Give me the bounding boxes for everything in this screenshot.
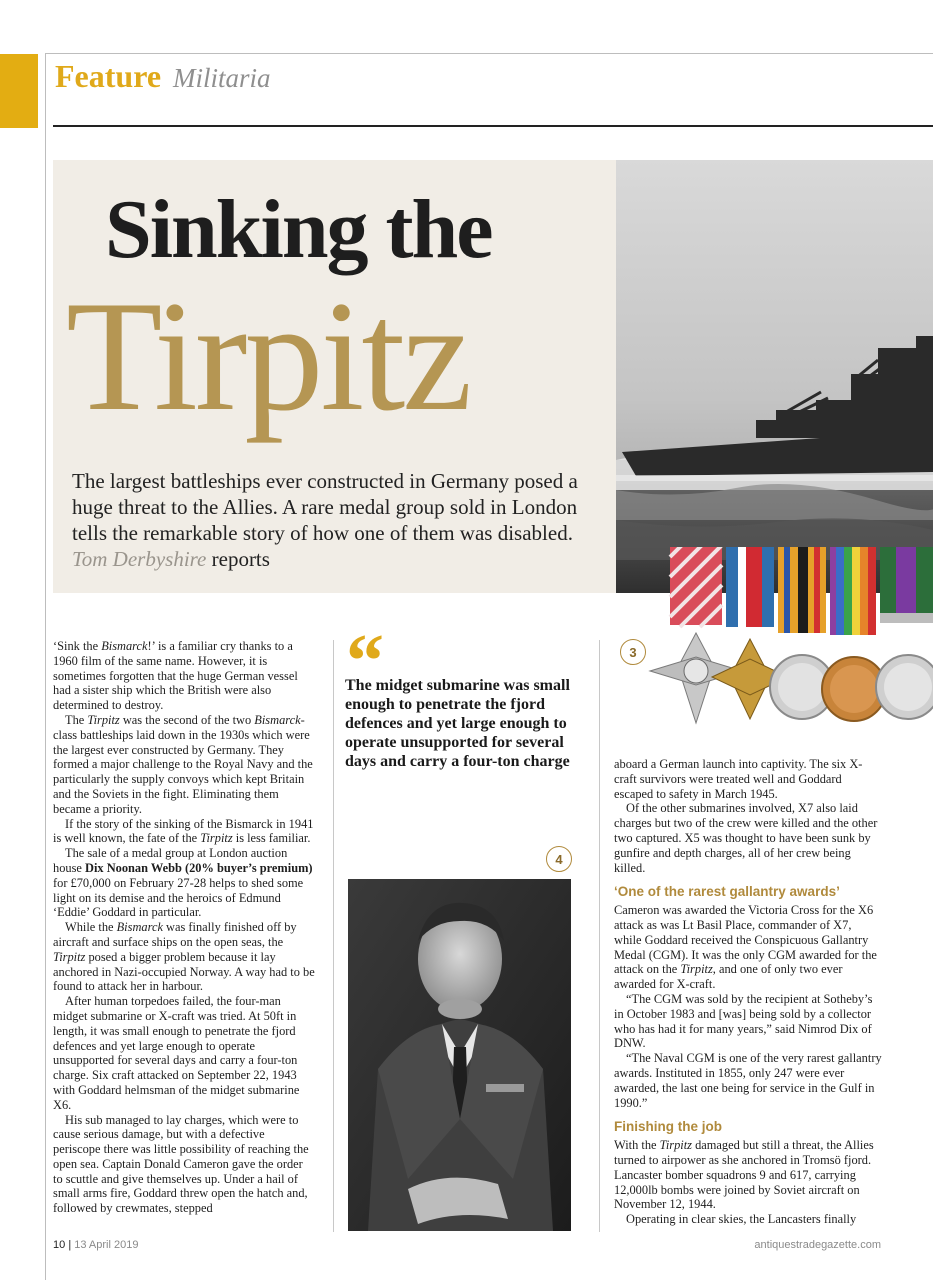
- figure-number-3: 3: [620, 639, 646, 665]
- subheading-finishing-job: Finishing the job: [614, 1119, 722, 1135]
- standfirst: [72, 468, 592, 572]
- header-section: Militaria: [173, 63, 271, 93]
- byline-reports: reports: [211, 547, 270, 571]
- body-paragraph: After human torpedoes failed, the four-man midget submarine or X-craft was tried. At 50ft in length, it was small enough to penetrate the fjord defences and yet large enough to operate unsupported for several days and carry a four-ton charge. Six craft attacked on September 22, 1943 with Goddard helmsman of the midget submarine X6.: [53, 994, 300, 1112]
- issue-date: 13 April 2019: [74, 1239, 139, 1251]
- figure-number-4: 4: [546, 846, 572, 872]
- byline: Tom Derbyshire: [72, 547, 207, 571]
- medal-group-photo: [640, 547, 933, 737]
- goddard-portrait-photo: [348, 879, 571, 1231]
- body-column-1: [53, 639, 315, 1216]
- battleship-photo: [616, 160, 933, 593]
- body-paragraph: “The Naval CGM is one of the very rarest gallantry awards. Instituted in 1855, only 247 were ever awarded, the last one being for service in the Gulf in 1990.”: [614, 1051, 882, 1110]
- pull-quote: The midget submarine was small enough to penetrate the fjord defences and yet large enough to operate unsupported for several days and carry a four-ton charge: [345, 677, 570, 770]
- quote-mark-icon: “: [346, 619, 384, 703]
- medals-illustration: [640, 547, 933, 737]
- page-number: 10: [53, 1239, 66, 1251]
- headline-line1: Sinking the: [105, 183, 492, 276]
- body-paragraph: If the story of the sinking of the Bismarck in 1941 is well known, the fate of the Tirpitz is less familiar.: [53, 816, 314, 846]
- header-rule: [53, 125, 933, 127]
- body-paragraph: His sub managed to lay charges, which were to cause serious damage, but with a defective periscope there was little possibility of reaching the open sea. Captain Donald Cameron gave the order to scuttle and give themselves up. Under a hail of small arms fire, Goddard threw open the hatch and, followed by crewmates, stepped: [53, 1112, 309, 1216]
- column-divider: [333, 640, 334, 1232]
- website-url[interactable]: antiquestradegazette.com: [754, 1239, 881, 1251]
- body-paragraph: “The CGM was sold by the recipient at Sotheby’s in October 1983 and [was] being sold by a collector who has had it for many years,” said Nimrod Dix of DNW.: [614, 991, 873, 1051]
- column-divider: [599, 640, 600, 1232]
- left-margin-rule: [45, 53, 46, 1280]
- subheading-rarest-awards: ‘One of the rarest gallantry awards’: [614, 884, 840, 900]
- section-header: [55, 56, 271, 98]
- body-paragraph: While the Bismarck was finally finished off by aircraft and surface ships on the open seas, the Tirpitz posed a bigger problem because it lay anchored in Nazi-occupied Norway. A way had to be found to attack her in harbour.: [53, 920, 315, 994]
- body-paragraph: ‘Sink the Bismarck!’ is a familiar cry thanks to a 1960 film of the same name. However, it is sometimes forgotten that the huge German vessel had a sister ship which the British were also determined to destroy.: [53, 639, 298, 713]
- body-paragraph: Cameron was awarded the Victoria Cross for the X6 attack as was Lt Basil Place, commander of X7, while Goddard received the Conspicuous Gallantry Medal (CGM). It was the only CGM awarded for the attack on the Tirpitz, and one of only two ever awarded for X-craft.: [614, 903, 877, 992]
- section-color-tab: [0, 54, 38, 128]
- body-paragraph: The Tirpitz was the second of the two Bismarck-class battleships laid down in the 1930s which were the largest ever constructed by Germany. They formed a major challenge to the Royal Navy and the particularly the supply convoys which kept Britain and the Soviets in the fight. Eliminating them became a priority.: [53, 712, 313, 816]
- body-column-3: [614, 757, 882, 1227]
- standfirst-text: The largest battleships ever constructed in Germany posed a huge threat to the Allies. A rare medal group sold in London tells the remarkable story of how one of them was disabled.: [72, 469, 578, 545]
- portrait-illustration: [348, 879, 571, 1231]
- body-paragraph: The sale of a medal group at London auction house Dix Noonan Webb (20% buyer’s premium) for £70,000 on February 27-28 helps to shed some light on its demise and the heroics of Edmund ‘Eddie’ Goddard in particular.: [53, 846, 313, 920]
- body-paragraph: With the Tirpitz damaged but still a threat, the Allies turned to airpower as she anchored in Tromsö fjord. Lancaster bomber squadrons 9 and 617, carrying 12,000lb bombs were joined by Soviet aircraft on November 12, 1944.: [614, 1138, 874, 1212]
- battleship-illustration: [616, 160, 933, 593]
- header-feature: Feature: [55, 58, 162, 94]
- body-paragraph: Of the other submarines involved, X7 also laid charges but two of the crew were killed and the other two captured. X5 was thought to have been sunk by gunfire and depth charges, all of her crew being killed.: [614, 801, 878, 875]
- body-paragraph: Operating in clear skies, the Lancasters finally: [626, 1212, 857, 1227]
- top-rule: [45, 53, 933, 54]
- page-footer-left: [53, 1239, 138, 1251]
- body-paragraph: aboard a German launch into captivity. The six X-craft survivors were treated well and Goddard escaped to safety in March 1945.: [614, 757, 863, 801]
- headline-line2: Tirpitz: [66, 269, 470, 444]
- footer-separator: |: [68, 1239, 72, 1251]
